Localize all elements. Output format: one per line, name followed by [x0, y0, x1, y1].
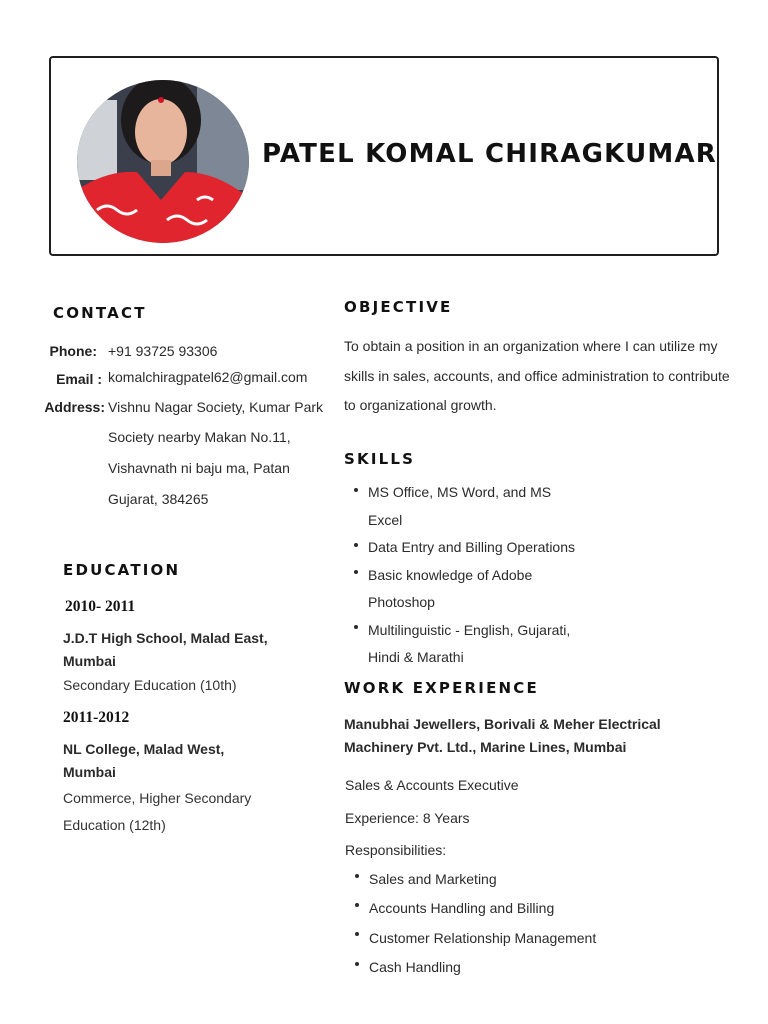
phone-value: +91 93725 93306: [108, 343, 218, 359]
skill-item: Data Entry and Billing Operations: [344, 534, 578, 562]
education-school: [63, 738, 293, 784]
company-line: Machinery Pvt. Ltd., Marine Lines, Mumbai: [344, 739, 627, 755]
address-line: Gujarat, 384265: [108, 491, 209, 507]
objective-line: skills in sales, accounts, and office administration to contribute: [344, 367, 730, 384]
work-experience-heading: WORK EXPERIENCE: [344, 679, 539, 697]
responsibility-item: Accounts Handling and Billing: [345, 894, 596, 923]
school-line: Mumbai: [63, 653, 116, 669]
address-line: Vishavnath ni baju ma, Patan: [108, 460, 290, 476]
company-name: [344, 713, 674, 759]
address-line: Society nearby Makan No.11,: [108, 429, 291, 445]
education-years: 2010- 2011: [65, 598, 136, 615]
school-line: J.D.T High School, Malad East,: [63, 630, 268, 646]
skills-heading: SKILLS: [344, 450, 416, 468]
skill-item: Basic knowledge of Adobe Photoshop: [344, 562, 578, 617]
skill-item: MS Office, MS Word, and MS Excel: [344, 479, 578, 534]
contact-heading: CONTACT: [53, 304, 147, 322]
responsibilities-label: Responsibilities:: [345, 842, 447, 858]
school-line: NL College, Malad West,: [63, 741, 225, 757]
description-line: Commerce, Higher Secondary: [63, 790, 252, 806]
skills-list: [344, 479, 578, 672]
description-line: Secondary Education (10th): [63, 677, 237, 693]
responsibility-item: Cash Handling: [345, 953, 596, 982]
job-role: Sales & Accounts Executive: [345, 777, 519, 793]
description-line: Education (12th): [63, 817, 166, 833]
candidate-name: PATEL KOMAL CHIRAGKUMAR: [262, 139, 718, 169]
email-label: Email :: [56, 371, 102, 387]
experience-duration: Experience: 8 Years: [345, 810, 470, 826]
responsibilities-list: [345, 865, 596, 982]
education-school: [63, 627, 293, 673]
email-value: komalchiragpatel62@gmail.com: [108, 369, 308, 385]
skill-item: Multilinguistic - English, Gujarati, Hindi & Marathi: [344, 617, 578, 672]
education-heading: EDUCATION: [63, 561, 181, 579]
company-line: Manubhai Jewellers, Borivali & Meher Electrical: [344, 716, 661, 732]
education-description: [63, 785, 293, 839]
objective-line: to organizational growth.: [344, 397, 497, 413]
address-line: Vishnu Nagar Society, Kumar Park: [108, 399, 324, 415]
school-line: Mumbai: [63, 764, 116, 780]
education-description: [63, 672, 293, 699]
objective-line: To obtain a position in an organization where I can utilize my: [344, 338, 718, 354]
education-years: 2011-2012: [63, 709, 130, 726]
objective-heading: OBJECTIVE: [344, 298, 453, 316]
address-label: Address:: [44, 399, 105, 415]
phone-label: Phone:: [49, 343, 97, 359]
objective-text: [344, 332, 754, 421]
profile-photo: [77, 80, 249, 243]
responsibility-item: Customer Relationship Management: [345, 924, 596, 953]
responsibility-item: Sales and Marketing: [345, 865, 596, 894]
